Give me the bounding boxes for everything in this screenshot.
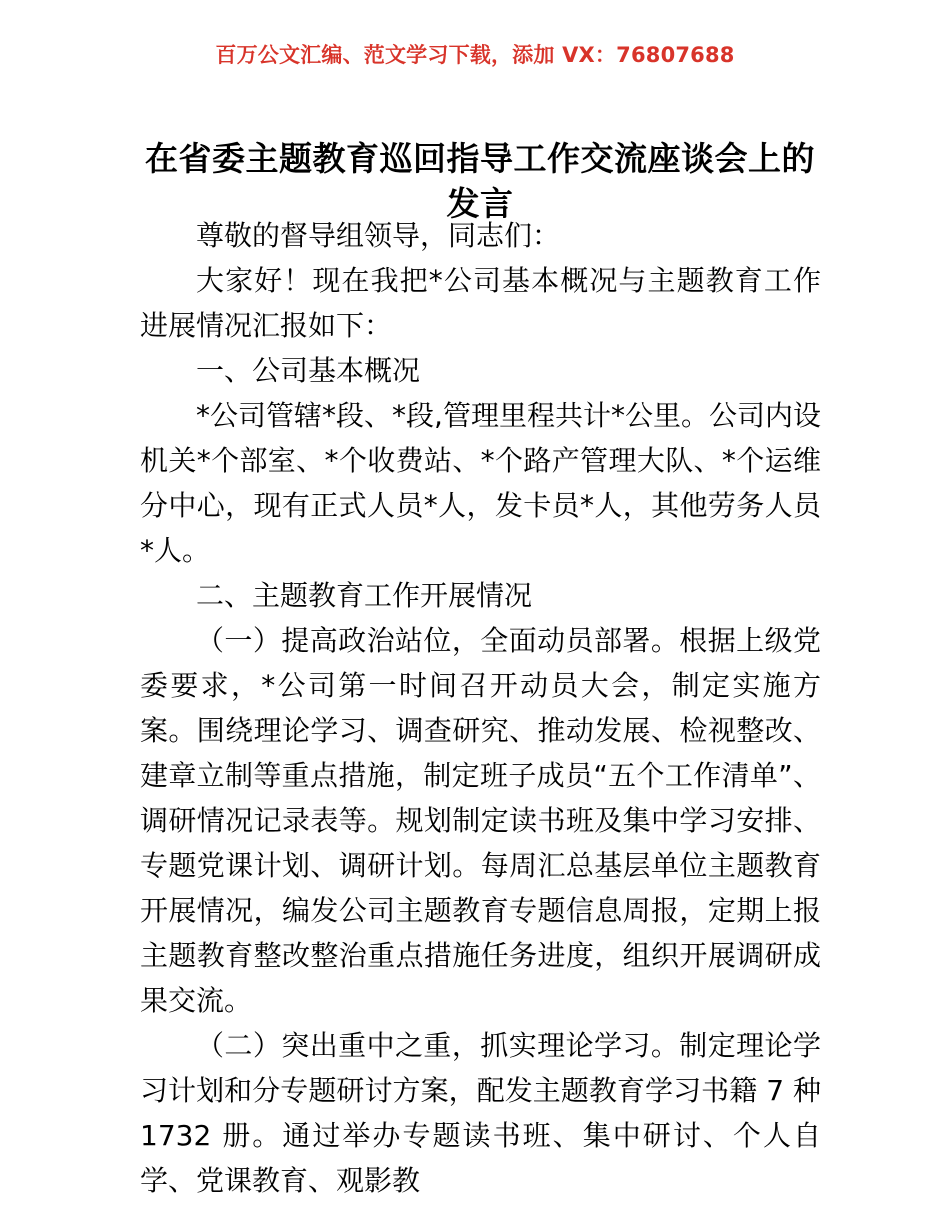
paragraph-salutation: 尊敬的督导组领导，同志们： <box>196 219 561 252</box>
promo-banner <box>0 44 950 67</box>
page-title: 在省委主题教育巡回指导工作交流座谈会上的发言 <box>145 139 815 224</box>
document-body <box>140 213 821 1203</box>
section-heading-one: 一、公司基本概况 <box>196 354 421 387</box>
paragraph-section-one: （一）提高政治站位，全面动员部署。根据上级党委要求，*公司第一时间召开动员大会，制定实施方案。围绕理论学习、调查研究、推动发展、检视整改、建章立制等重点措施，制定班子成员“五个工作清单”、调研情况记录表等。规划制定读书班及集中学习安排、专题党课计划、调研计划。每周汇总基层单位主题教育开展情况，编发公司主题教育专题信息周报，定期上报主题教育整改整治重点措施任务进度，组织开展调研成果交流。 <box>140 624 821 1017</box>
paragraph-company-overview: *公司管辖*段、*段,管理里程共计*公里。公司内设机关*个部室、*个收费站、*个路产管理大队、*个运维分中心，现有正式人员*人，发卡员*人，其他劳务人员*人。 <box>140 399 821 567</box>
section-heading-two: 二、主题教育工作开展情况 <box>196 579 533 612</box>
paragraph-opening: 大家好！现在我把*公司基本概况与主题教育工作进展情况汇报如下： <box>140 264 821 342</box>
paragraph-section-two: （二）突出重中之重，抓实理论学习。制定理论学习计划和分专题研讨方案，配发主题教育学习书籍 7 种 1732 册。通过举办专题读书班、集中研讨、个人自学、党课教育、观影教 <box>140 1029 821 1197</box>
promo-banner-text: 百万公文汇编、范文学习下载，添加 VX：76807688 <box>215 43 735 67</box>
